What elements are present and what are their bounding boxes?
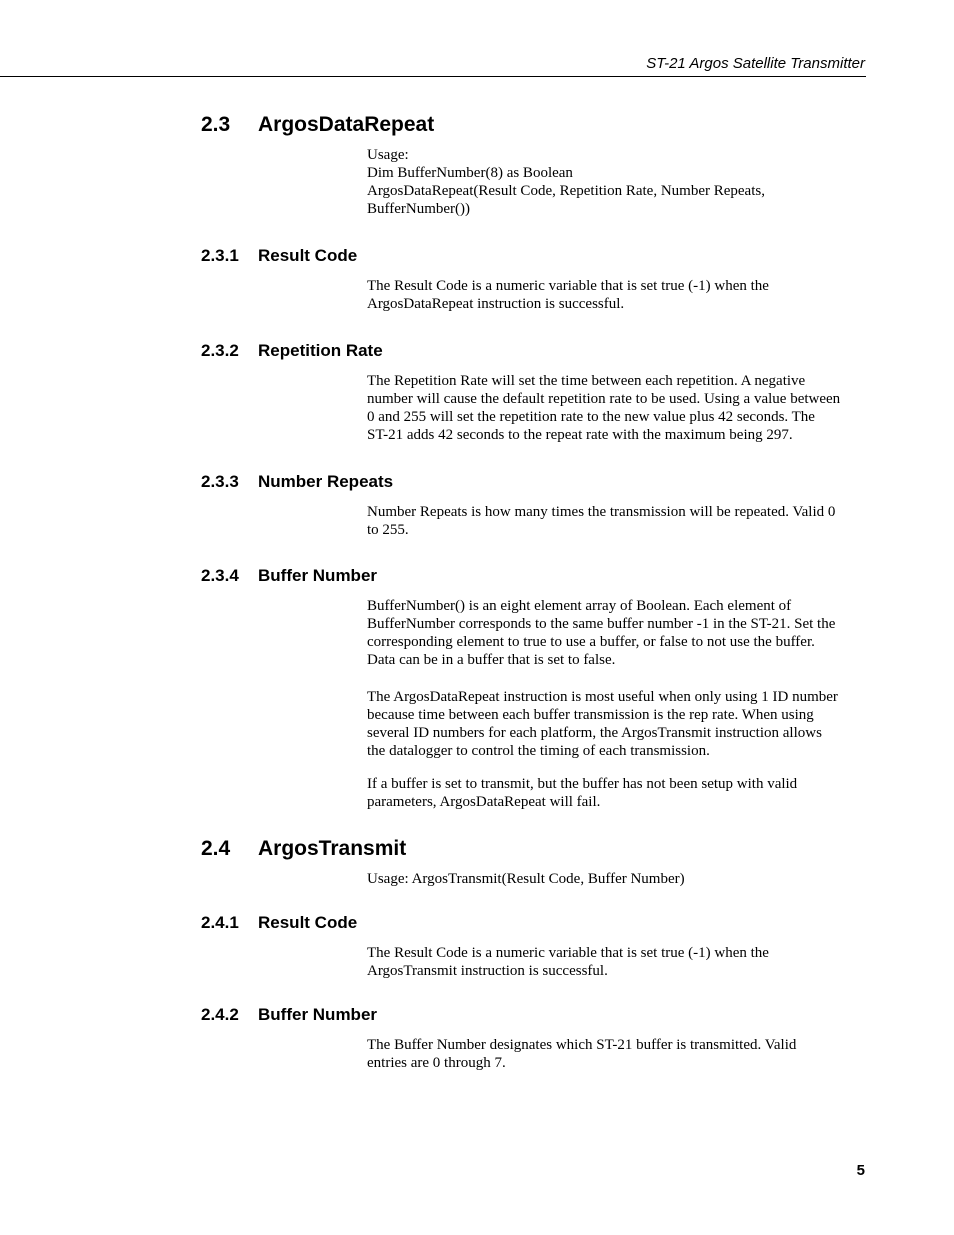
section-title: Buffer Number — [258, 1005, 378, 1024]
heading-2-4-1 — [201, 913, 357, 933]
section-number: 2.4 — [201, 837, 231, 860]
page-number: 5 — [856, 1162, 865, 1179]
text-line: The Result Code is a numeric variable that is set true (-1) when the — [367, 278, 769, 294]
text-line: to 255. — [367, 522, 409, 538]
text-line: because time between each buffer transmission is the rep rate. When using — [367, 707, 814, 723]
body-2-3-2 — [367, 372, 867, 444]
heading-2-3-2 — [201, 341, 383, 361]
body-2-3-4-paragraph-3 — [367, 775, 867, 811]
text-line: ArgosTransmit instruction is successful. — [367, 963, 608, 979]
body-2-3 — [367, 146, 867, 218]
heading-2-4 — [201, 837, 406, 861]
text-line: Usage: — [367, 147, 409, 163]
text-line: The ArgosDataRepeat instruction is most useful when only using 1 ID number — [367, 689, 838, 705]
text-line: Usage: ArgosTransmit(Result Code, Buffer Number) — [367, 871, 685, 887]
text-line: entries are 0 through 7. — [367, 1055, 506, 1071]
section-title: ArgosTransmit — [258, 837, 407, 860]
section-title: Repetition Rate — [258, 341, 383, 360]
text-line: number will cause the default repetition rate to be used. Using a value between — [367, 391, 841, 407]
section-title: Buffer Number — [258, 566, 378, 585]
section-title: Result Code — [258, 246, 358, 265]
text-line: BufferNumber() is an eight element array of Boolean. Each element of — [367, 598, 792, 614]
text-line: parameters, ArgosDataRepeat will fail. — [367, 794, 601, 810]
text-line: corresponding element to true to use a buffer, or false to not use the buffer. — [367, 634, 815, 650]
heading-2-3-4 — [201, 566, 377, 586]
text-line: Data can be in a buffer that is set to false. — [367, 652, 616, 668]
body-2-3-4-paragraph-2 — [367, 688, 867, 760]
text-line: ArgosDataRepeat(Result Code, Repetition Rate, Number Repeats, — [367, 183, 765, 199]
text-line: The Buffer Number designates which ST-21 buffer is transmitted. Valid — [367, 1037, 797, 1053]
header-title: ST-21 Argos Satellite Transmitter — [646, 55, 865, 72]
heading-2-4-2 — [201, 1005, 377, 1025]
body-2-3-1 — [367, 277, 867, 313]
header-rule — [0, 76, 866, 77]
heading-2-3-1 — [201, 246, 357, 266]
section-number: 2.4.2 — [201, 1005, 239, 1024]
section-number: 2.3.3 — [201, 472, 239, 491]
heading-2-3-3 — [201, 472, 393, 492]
text-line: ST-21 adds 42 seconds to the repeat rate with the maximum being 297. — [367, 427, 793, 443]
section-number: 2.3.4 — [201, 566, 239, 585]
body-2-3-4-paragraph-1 — [367, 597, 867, 669]
text-line: The Result Code is a numeric variable that is set true (-1) when the — [367, 945, 769, 961]
text-line: ArgosDataRepeat instruction is successful. — [367, 296, 625, 312]
body-2-4 — [367, 870, 867, 888]
section-number: 2.4.1 — [201, 913, 239, 932]
text-line: BufferNumber()) — [367, 201, 471, 217]
text-line: 0 and 255 will set the repetition rate to the new value plus 42 seconds. The — [367, 409, 815, 425]
section-number: 2.3.1 — [201, 246, 239, 265]
text-line: the datalogger to control the timing of each transmission. — [367, 743, 710, 759]
section-title: Result Code — [258, 913, 358, 932]
section-number: 2.3 — [201, 113, 231, 136]
section-title: Number Repeats — [258, 472, 394, 491]
text-line: Number Repeats is how many times the transmission will be repeated. Valid 0 — [367, 504, 836, 520]
text-line: Dim BufferNumber(8) as Boolean — [367, 165, 573, 181]
text-line: several ID numbers for each platform, the ArgosTransmit instruction allows — [367, 725, 822, 741]
section-title: ArgosDataRepeat — [258, 113, 435, 136]
text-line: The Repetition Rate will set the time between each repetition. A negative — [367, 373, 806, 389]
body-2-4-1 — [367, 944, 867, 980]
body-2-4-2 — [367, 1036, 867, 1072]
text-line: If a buffer is set to transmit, but the buffer has not been setup with valid — [367, 776, 798, 792]
body-2-3-3 — [367, 503, 867, 539]
section-number: 2.3.2 — [201, 341, 239, 360]
heading-2-3 — [201, 113, 434, 137]
text-line: BufferNumber corresponds to the same buffer number -1 in the ST-21. Set the — [367, 616, 836, 632]
